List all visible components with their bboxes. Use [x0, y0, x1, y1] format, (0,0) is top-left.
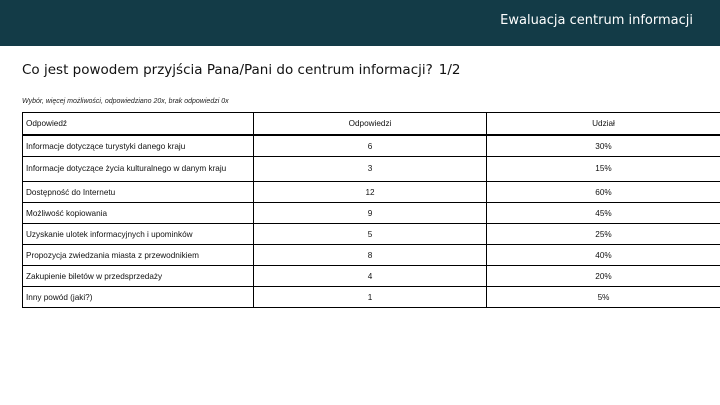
row-answer: Możliwość kopiowania	[23, 203, 254, 224]
table-row	[23, 224, 720, 245]
row-share: 60%	[487, 182, 720, 203]
table-row	[23, 245, 720, 266]
question-page: 1/2	[438, 62, 461, 78]
row-count: 5	[254, 224, 487, 245]
row-answer: Informacje dotyczące turystyki danego kraju	[23, 135, 254, 157]
row-count: 6	[254, 135, 487, 157]
row-share: 30%	[487, 135, 720, 157]
row-answer: Informacje dotyczące życia kulturalnego w danym kraju	[23, 157, 254, 182]
row-share: 20%	[487, 266, 720, 287]
row-count: 9	[254, 203, 487, 224]
row-share: 25%	[487, 224, 720, 245]
table-header-row	[23, 113, 720, 136]
table-row	[23, 157, 720, 182]
response-meta: Wybór, więcej możliwości, odpowiedziano 20x, brak odpowiedzi 0x	[22, 98, 229, 105]
table-row	[23, 203, 720, 224]
results-table	[22, 112, 720, 308]
header-answer: Odpowiedź	[23, 113, 254, 136]
question-title	[22, 62, 461, 78]
header-bar	[0, 0, 720, 46]
table-row	[23, 287, 720, 308]
table-row	[23, 266, 720, 287]
row-answer: Dostępność do Internetu	[23, 182, 254, 203]
row-share: 45%	[487, 203, 720, 224]
row-answer: Propozycja zwiedzania miasta z przewodnikiem	[23, 245, 254, 266]
row-count: 3	[254, 157, 487, 182]
header-share: Udział	[487, 113, 720, 136]
row-share: 40%	[487, 245, 720, 266]
row-count: 4	[254, 266, 487, 287]
table-row	[23, 182, 720, 203]
row-answer: Inny powód (jaki?)	[23, 287, 254, 308]
row-share: 15%	[487, 157, 720, 182]
row-answer: Uzyskanie ulotek informacyjnych i upominków	[23, 224, 254, 245]
table-row	[23, 135, 720, 157]
header-title: Ewaluacja centrum informacji	[500, 13, 693, 28]
row-share: 5%	[487, 287, 720, 308]
question-text: Co jest powodem przyjścia Pana/Pani do centrum informacji?	[22, 62, 433, 78]
row-count: 8	[254, 245, 487, 266]
header-count: Odpowiedzi	[254, 113, 487, 136]
row-count: 12	[254, 182, 487, 203]
row-count: 1	[254, 287, 487, 308]
row-answer: Zakupienie biletów w przedsprzedaży	[23, 266, 254, 287]
